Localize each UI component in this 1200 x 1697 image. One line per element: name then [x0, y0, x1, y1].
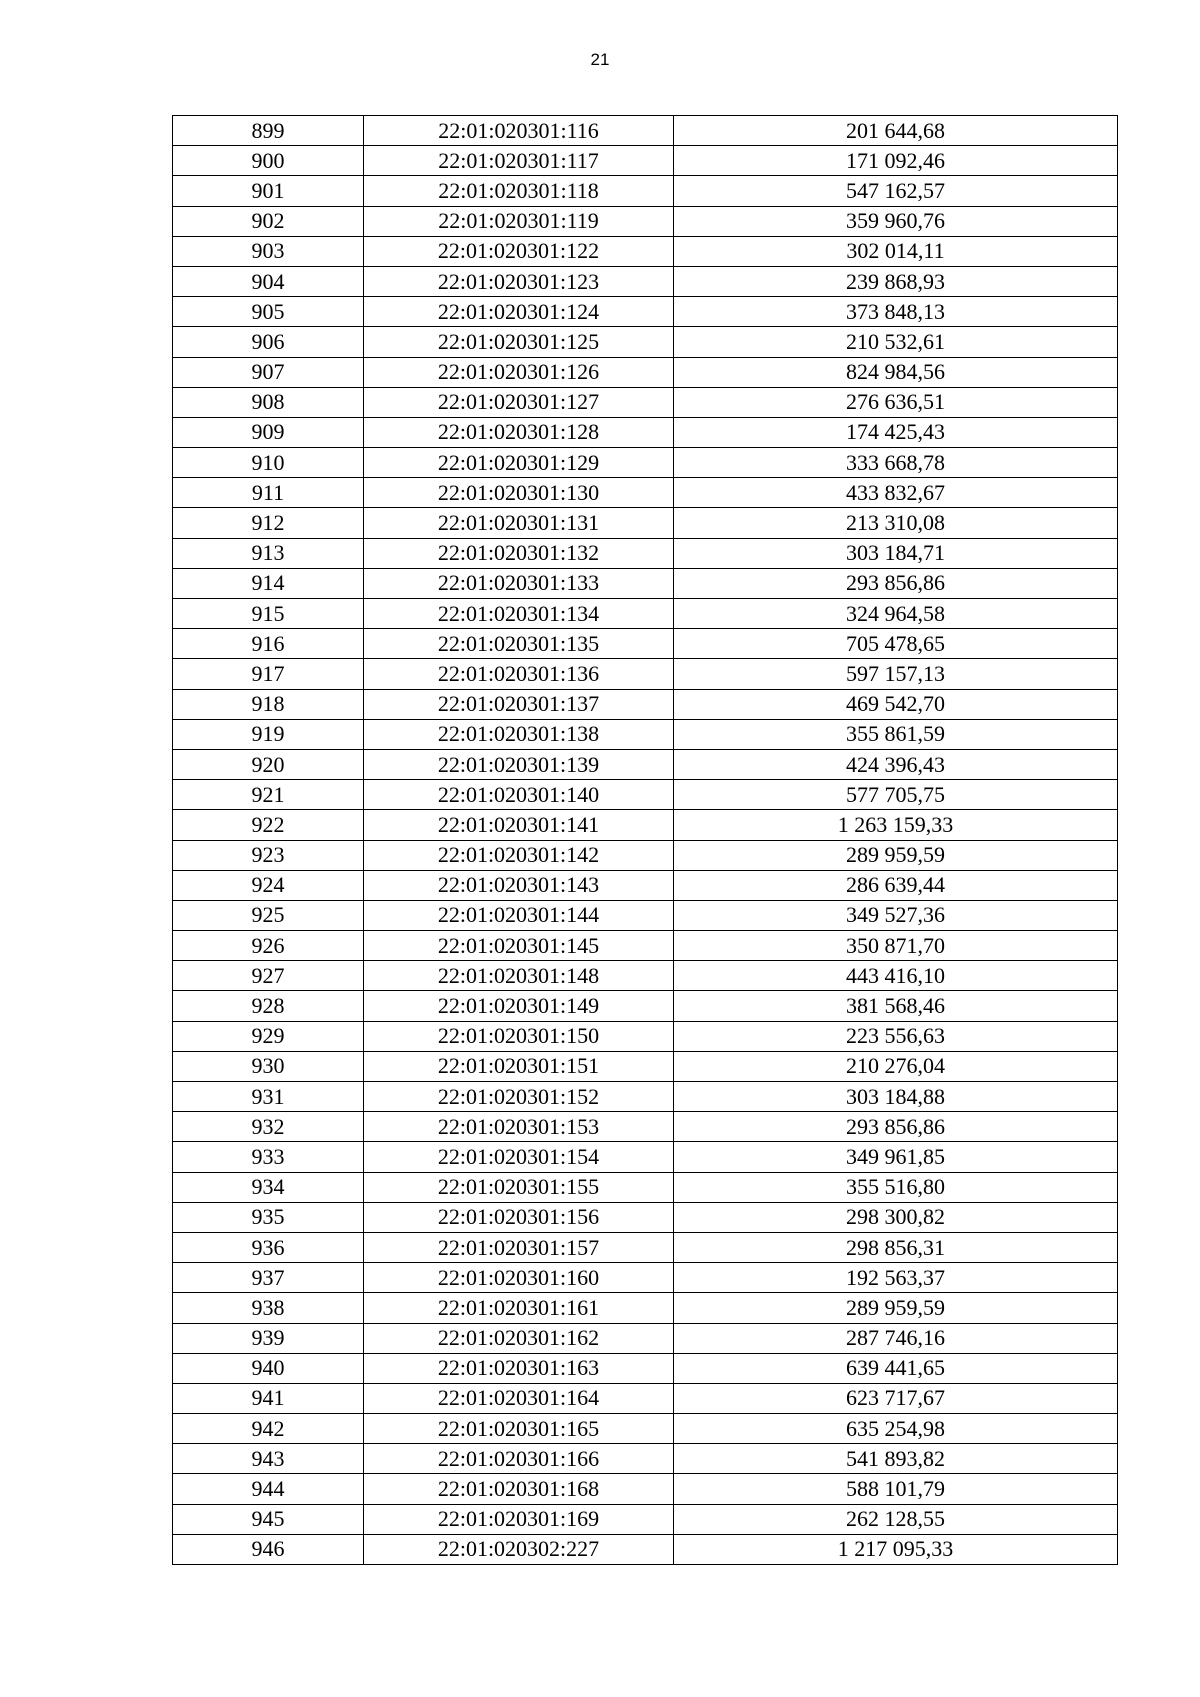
- cadastral-number-cell: 22:01:020301:161: [364, 1293, 674, 1323]
- cadastral-number-cell: 22:01:020301:166: [364, 1444, 674, 1474]
- value-cell: 213 310,08: [674, 508, 1118, 538]
- table-row: [173, 900, 1118, 930]
- table-row: [173, 1263, 1118, 1293]
- value-cell: 705 478,65: [674, 629, 1118, 659]
- table-row: [173, 870, 1118, 900]
- value-cell: 289 959,59: [674, 840, 1118, 870]
- table-row: [173, 961, 1118, 991]
- value-cell: 824 984,56: [674, 357, 1118, 387]
- value-cell: 639 441,65: [674, 1353, 1118, 1383]
- value-cell: 293 856,86: [674, 1112, 1118, 1142]
- value-cell: 192 563,37: [674, 1263, 1118, 1293]
- table-row: [173, 176, 1118, 206]
- table-row: [173, 538, 1118, 568]
- cadastral-number-cell: 22:01:020301:140: [364, 780, 674, 810]
- value-cell: 623 717,67: [674, 1383, 1118, 1413]
- table-row: [173, 1202, 1118, 1232]
- table-row: [173, 1051, 1118, 1081]
- value-cell: 597 157,13: [674, 659, 1118, 689]
- row-number-cell: 918: [173, 689, 364, 719]
- row-number-cell: 902: [173, 206, 364, 236]
- value-cell: 424 396,43: [674, 749, 1118, 779]
- cadastral-number-cell: 22:01:020301:160: [364, 1263, 674, 1293]
- value-cell: 443 416,10: [674, 961, 1118, 991]
- row-number-cell: 924: [173, 870, 364, 900]
- row-number-cell: 922: [173, 810, 364, 840]
- row-number-cell: 917: [173, 659, 364, 689]
- value-cell: 303 184,71: [674, 538, 1118, 568]
- row-number-cell: 914: [173, 568, 364, 598]
- table-row: [173, 1353, 1118, 1383]
- cadastral-number-cell: 22:01:020302:227: [364, 1534, 674, 1564]
- cadastral-number-cell: 22:01:020301:164: [364, 1383, 674, 1413]
- value-cell: 171 092,46: [674, 146, 1118, 176]
- row-number-cell: 940: [173, 1353, 364, 1383]
- table-row: [173, 689, 1118, 719]
- table-row: [173, 1293, 1118, 1323]
- row-number-cell: 901: [173, 176, 364, 206]
- row-number-cell: 911: [173, 478, 364, 508]
- cadastral-number-cell: 22:01:020301:138: [364, 719, 674, 749]
- value-cell: 547 162,57: [674, 176, 1118, 206]
- value-cell: 349 527,36: [674, 900, 1118, 930]
- value-cell: 359 960,76: [674, 206, 1118, 236]
- row-number-cell: 929: [173, 1021, 364, 1051]
- row-number-cell: 913: [173, 538, 364, 568]
- table-row: [173, 991, 1118, 1021]
- value-cell: 303 184,88: [674, 1082, 1118, 1112]
- cadastral-number-cell: 22:01:020301:127: [364, 387, 674, 417]
- cadastral-number-cell: 22:01:020301:136: [364, 659, 674, 689]
- row-number-cell: 932: [173, 1112, 364, 1142]
- row-number-cell: 900: [173, 146, 364, 176]
- value-cell: 239 868,93: [674, 266, 1118, 296]
- row-number-cell: 915: [173, 599, 364, 629]
- value-cell: 286 639,44: [674, 870, 1118, 900]
- value-cell: 433 832,67: [674, 478, 1118, 508]
- table-row: [173, 206, 1118, 236]
- row-number-cell: 908: [173, 387, 364, 417]
- cadastral-number-cell: 22:01:020301:126: [364, 357, 674, 387]
- table-row: [173, 146, 1118, 176]
- cadastral-number-cell: 22:01:020301:143: [364, 870, 674, 900]
- data-table: [172, 115, 1118, 1565]
- cadastral-number-cell: 22:01:020301:132: [364, 538, 674, 568]
- cadastral-number-cell: 22:01:020301:152: [364, 1082, 674, 1112]
- row-number-cell: 943: [173, 1444, 364, 1474]
- table-row: [173, 1172, 1118, 1202]
- value-cell: 210 532,61: [674, 327, 1118, 357]
- row-number-cell: 931: [173, 1082, 364, 1112]
- cadastral-number-cell: 22:01:020301:145: [364, 931, 674, 961]
- page-number: 21: [590, 50, 610, 69]
- row-number-cell: 933: [173, 1142, 364, 1172]
- cadastral-number-cell: 22:01:020301:133: [364, 568, 674, 598]
- table-row: [173, 448, 1118, 478]
- row-number-cell: 905: [173, 297, 364, 327]
- row-number-cell: 945: [173, 1504, 364, 1534]
- row-number-cell: 937: [173, 1263, 364, 1293]
- value-cell: 355 516,80: [674, 1172, 1118, 1202]
- row-number-cell: 912: [173, 508, 364, 538]
- row-number-cell: 944: [173, 1474, 364, 1504]
- table-row: [173, 629, 1118, 659]
- value-cell: 223 556,63: [674, 1021, 1118, 1051]
- row-number-cell: 939: [173, 1323, 364, 1353]
- cadastral-number-cell: 22:01:020301:163: [364, 1353, 674, 1383]
- row-number-cell: 899: [173, 116, 364, 146]
- value-cell: 373 848,13: [674, 297, 1118, 327]
- cadastral-number-cell: 22:01:020301:129: [364, 448, 674, 478]
- value-cell: 635 254,98: [674, 1414, 1118, 1444]
- cadastral-number-cell: 22:01:020301:149: [364, 991, 674, 1021]
- table-row: [173, 1142, 1118, 1172]
- table-row: [173, 780, 1118, 810]
- cadastral-number-cell: 22:01:020301:169: [364, 1504, 674, 1534]
- value-cell: 201 644,68: [674, 116, 1118, 146]
- cadastral-number-cell: 22:01:020301:131: [364, 508, 674, 538]
- table-row: [173, 266, 1118, 296]
- row-number-cell: 938: [173, 1293, 364, 1323]
- value-cell: 293 856,86: [674, 568, 1118, 598]
- cadastral-number-cell: 22:01:020301:134: [364, 599, 674, 629]
- cadastral-number-cell: 22:01:020301:124: [364, 297, 674, 327]
- row-number-cell: 935: [173, 1202, 364, 1232]
- table-row: [173, 931, 1118, 961]
- table-row: [173, 116, 1118, 146]
- table-row: [173, 417, 1118, 447]
- value-cell: 469 542,70: [674, 689, 1118, 719]
- cadastral-number-cell: 22:01:020301:148: [364, 961, 674, 991]
- value-cell: 298 856,31: [674, 1232, 1118, 1262]
- cadastral-number-cell: 22:01:020301:156: [364, 1202, 674, 1232]
- table-row: [173, 1323, 1118, 1353]
- table-row: [173, 1232, 1118, 1262]
- row-number-cell: 926: [173, 931, 364, 961]
- value-cell: 355 861,59: [674, 719, 1118, 749]
- cadastral-number-cell: 22:01:020301:165: [364, 1414, 674, 1444]
- value-cell: 210 276,04: [674, 1051, 1118, 1081]
- table-row: [173, 1414, 1118, 1444]
- row-number-cell: 934: [173, 1172, 364, 1202]
- cadastral-number-cell: 22:01:020301:157: [364, 1232, 674, 1262]
- value-cell: 289 959,59: [674, 1293, 1118, 1323]
- cadastral-number-cell: 22:01:020301:128: [364, 417, 674, 447]
- table-row: [173, 719, 1118, 749]
- value-cell: 324 964,58: [674, 599, 1118, 629]
- row-number-cell: 909: [173, 417, 364, 447]
- row-number-cell: 928: [173, 991, 364, 1021]
- row-number-cell: 903: [173, 236, 364, 266]
- table-row: [173, 357, 1118, 387]
- table-row: [173, 1383, 1118, 1413]
- table-row: [173, 508, 1118, 538]
- table-row: [173, 599, 1118, 629]
- row-number-cell: 927: [173, 961, 364, 991]
- cadastral-number-cell: 22:01:020301:137: [364, 689, 674, 719]
- row-number-cell: 920: [173, 749, 364, 779]
- row-number-cell: 925: [173, 900, 364, 930]
- value-cell: 588 101,79: [674, 1474, 1118, 1504]
- table-row: [173, 568, 1118, 598]
- value-cell: 541 893,82: [674, 1444, 1118, 1474]
- value-cell: 349 961,85: [674, 1142, 1118, 1172]
- cadastral-number-cell: 22:01:020301:142: [364, 840, 674, 870]
- cadastral-number-cell: 22:01:020301:153: [364, 1112, 674, 1142]
- row-number-cell: 907: [173, 357, 364, 387]
- row-number-cell: 941: [173, 1383, 364, 1413]
- value-cell: 381 568,46: [674, 991, 1118, 1021]
- value-cell: 174 425,43: [674, 417, 1118, 447]
- value-cell: 276 636,51: [674, 387, 1118, 417]
- table-body: [173, 116, 1118, 1565]
- cadastral-number-cell: 22:01:020301:125: [364, 327, 674, 357]
- cadastral-number-cell: 22:01:020301:141: [364, 810, 674, 840]
- table-row: [173, 327, 1118, 357]
- row-number-cell: 906: [173, 327, 364, 357]
- row-number-cell: 946: [173, 1534, 364, 1564]
- table-row: [173, 236, 1118, 266]
- row-number-cell: 919: [173, 719, 364, 749]
- row-number-cell: 916: [173, 629, 364, 659]
- table-row: [173, 1474, 1118, 1504]
- row-number-cell: 921: [173, 780, 364, 810]
- value-cell: 262 128,55: [674, 1504, 1118, 1534]
- table-row: [173, 840, 1118, 870]
- value-cell: 1 217 095,33: [674, 1534, 1118, 1564]
- table-row: [173, 1021, 1118, 1051]
- row-number-cell: 942: [173, 1414, 364, 1444]
- cadastral-number-cell: 22:01:020301:150: [364, 1021, 674, 1051]
- row-number-cell: 930: [173, 1051, 364, 1081]
- cadastral-number-cell: 22:01:020301:130: [364, 478, 674, 508]
- value-cell: 577 705,75: [674, 780, 1118, 810]
- table-row: [173, 1504, 1118, 1534]
- value-cell: 350 871,70: [674, 931, 1118, 961]
- table-row: [173, 749, 1118, 779]
- value-cell: 287 746,16: [674, 1323, 1118, 1353]
- row-number-cell: 910: [173, 448, 364, 478]
- value-cell: 333 668,78: [674, 448, 1118, 478]
- cadastral-number-cell: 22:01:020301:116: [364, 116, 674, 146]
- value-cell: 302 014,11: [674, 236, 1118, 266]
- cadastral-number-cell: 22:01:020301:154: [364, 1142, 674, 1172]
- cadastral-number-cell: 22:01:020301:144: [364, 900, 674, 930]
- table-row: [173, 1112, 1118, 1142]
- table-row: [173, 810, 1118, 840]
- cadastral-number-cell: 22:01:020301:123: [364, 266, 674, 296]
- row-number-cell: 923: [173, 840, 364, 870]
- row-number-cell: 904: [173, 266, 364, 296]
- row-number-cell: 936: [173, 1232, 364, 1262]
- table-row: [173, 659, 1118, 689]
- cadastral-number-cell: 22:01:020301:117: [364, 146, 674, 176]
- value-cell: 1 263 159,33: [674, 810, 1118, 840]
- table-row: [173, 1444, 1118, 1474]
- table-row: [173, 1534, 1118, 1564]
- table-row: [173, 387, 1118, 417]
- cadastral-number-cell: 22:01:020301:168: [364, 1474, 674, 1504]
- cadastral-number-cell: 22:01:020301:135: [364, 629, 674, 659]
- table-row: [173, 297, 1118, 327]
- cadastral-number-cell: 22:01:020301:118: [364, 176, 674, 206]
- cadastral-number-cell: 22:01:020301:155: [364, 1172, 674, 1202]
- cadastral-number-cell: 22:01:020301:139: [364, 749, 674, 779]
- value-cell: 298 300,82: [674, 1202, 1118, 1232]
- cadastral-number-cell: 22:01:020301:151: [364, 1051, 674, 1081]
- table-row: [173, 1082, 1118, 1112]
- table-row: [173, 478, 1118, 508]
- cadastral-number-cell: 22:01:020301:162: [364, 1323, 674, 1353]
- cadastral-number-cell: 22:01:020301:119: [364, 206, 674, 236]
- cadastral-number-cell: 22:01:020301:122: [364, 236, 674, 266]
